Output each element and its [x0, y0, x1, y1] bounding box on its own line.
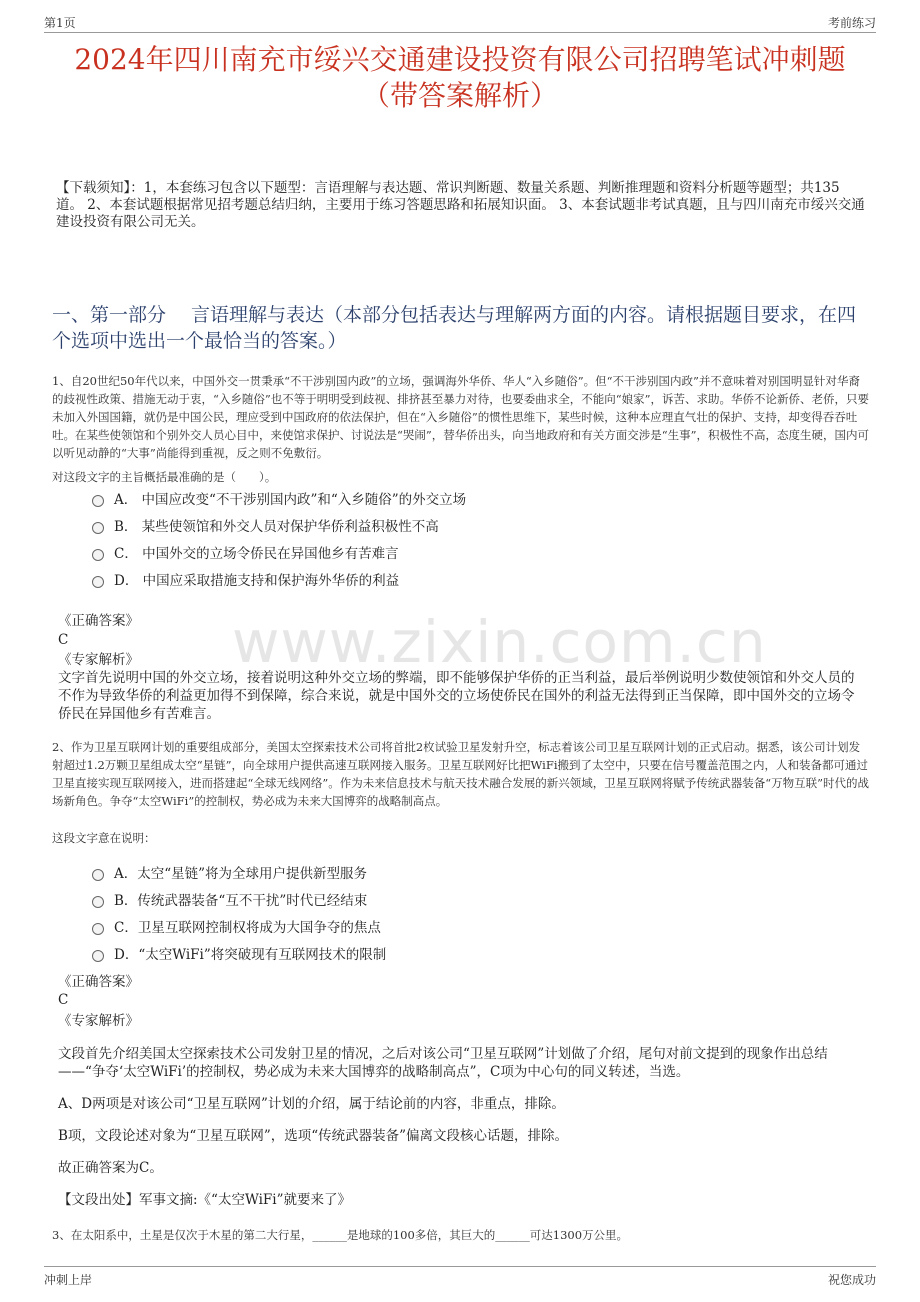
- q2-option-d[interactable]: D．“太空WiFi”将突破现有互联网技术的限制: [92, 939, 860, 966]
- radio-icon[interactable]: [92, 950, 104, 962]
- q1-option-c[interactable]: C． 中国外交的立场令侨民在异国他乡有苦难言: [92, 538, 860, 565]
- download-notice: 【下载须知】：1，本套练习包含以下题型：言语理解与表达题、常识判断题、数量关系题、判断推理题和资料分析题等题型；共135道。 2、本套试题根据常见招考题总结归纳，主要用于练习答题思路和拓展知识面。 3、本套试题非考试真题，且与四川南充市绥兴交通建设投资有限公司无关。: [56, 180, 865, 230]
- q2-answer: C: [58, 992, 69, 1008]
- q1-analysis: 文字首先说明中国的外交立场，接着说明这种外交立场的弊端，即不能够保护华侨的正当利益，最后举例说明少数使领馆和外交人员的不作为导致华侨的利益更加得不到保障，综合来说，就是中国外交的立场使侨民在国外的利益无法得到正当保障，即中国外交的立场令侨民在异国他乡有苦难言。: [58, 670, 855, 722]
- footer-left: 冲刺上岸: [44, 1273, 93, 1287]
- q2-analysis-label: 《专家解析》: [58, 1013, 139, 1029]
- q2-option-a[interactable]: A．太空“星链”将为全球用户提供新型服务: [92, 858, 860, 885]
- radio-icon[interactable]: [92, 576, 104, 588]
- q1-answer-label: 《正确答案》: [58, 613, 139, 629]
- q2-option-b[interactable]: B．传统武器装备“互不干扰”时代已经结束: [92, 885, 860, 912]
- q2-option-c[interactable]: C．卫星互联网控制权将成为大国争夺的焦点: [92, 912, 860, 939]
- radio-icon[interactable]: [92, 495, 104, 507]
- q1-option-b[interactable]: B． 某些使领馆和外交人员对保护华侨利益积极性不高: [92, 511, 860, 538]
- radio-icon[interactable]: [92, 549, 104, 561]
- q1-answer: C: [58, 632, 69, 648]
- footer-rule: [44, 1266, 876, 1267]
- q2-analysis-p4: 故正确答案为C。: [58, 1160, 163, 1176]
- q1-passage: 1、自20世纪50年代以来，中国外交一贯秉承“不干涉别国内政”的立场，强调海外华侨、华人“入乡随俗”。但“不干涉别国内政”并不意味着对别国明显针对华裔的歧视性政策、措施无动于衷，“入乡随俗”也不等于明明受到歧视、排挤甚至暴力对待，也要委曲求全，不能向“娘家”，诉苦、求助。华侨不论新侨、老侨，只要未加入外国国籍，就仍是中国公民，理应受到中国政府的依法保护，但在“入乡随俗”的惯性思维下，某些时候，这种本应理直气壮的保护、支持，却变得吞吞吐吐。在某些使领馆和个别外交人员心目中，来使馆求保护、讨说法是“哭闹”，替华侨出头，向当地政府和有关方面交涉是“生事”，积极性不高，态度生硬，国内可以听见动静的“大事”尚能得到重视，反之则不免敷衍。: [52, 374, 870, 460]
- q3-passage: 3、在太阳系中，土星是仅次于木星的第二大行星，______是地球的100多倍，其巨大的______可达1300万公里。: [52, 1228, 629, 1242]
- q2-source: 【文段出处】军事文摘:《“太空WiFi”就要来了》: [58, 1192, 351, 1208]
- radio-icon[interactable]: [92, 869, 104, 881]
- q2-passage: 2、作为卫星互联网计划的重要组成部分，美国太空探索技术公司将首批2枚试验卫星发射升空，标志着该公司卫星互联网计划的正式启动。据悉，该公司计划发射超过1.2万颗卫星组成太空“星链”，向全球用户提供高速互联网接入服务。卫星互联网好比把WiFi搬到了太空中，只要在信号覆盖范围之内，人和装备都可通过卫星直接实现互联网接入，进而搭建起“全球无线网络”。作为未来信息技术与航天技术融合发展的新兴领域，卫星互联网将赋予传统武器装备“万物互联”时代的战场新角色。争夺“太空WiFi”的控制权，势必成为未来大国博弈的战略制高点。: [52, 740, 870, 808]
- header-rule: [44, 32, 876, 33]
- footer-right: 祝您成功: [827, 1273, 876, 1287]
- page-title: [40, 42, 880, 114]
- section-heading: 一、第一部分 言语理解与表达（本部分包括表达与理解两方面的内容。请根据题目要求，在四个选项中选出一个最恰当的答案。）: [52, 304, 857, 352]
- radio-icon[interactable]: [92, 896, 104, 908]
- page-number: 第1页: [44, 16, 76, 30]
- header-category: 考前练习: [827, 16, 876, 30]
- radio-icon[interactable]: [92, 522, 104, 534]
- radio-icon[interactable]: [92, 923, 104, 935]
- q2-analysis-p3: B项，文段论述对象为“卫星互联网”，选项“传统武器装备”偏离文段核心话题，排除。: [58, 1128, 569, 1144]
- title-line-2: （带答案解析）: [361, 79, 558, 112]
- watermark: www.zixin.com.cn: [232, 608, 767, 676]
- title-line-1: 2024年四川南充市绥兴交通建设投资有限公司招聘笔试冲刺题: [74, 43, 846, 76]
- q1-option-a[interactable]: A． 中国应改变“不干涉别国内政”和“入乡随俗”的外交立场: [92, 484, 860, 511]
- q1-question: 对这段文字的主旨概括最准确的是（ ）。: [52, 470, 277, 484]
- q2-options: [92, 858, 860, 966]
- q2-answer-label: 《正确答案》: [58, 974, 139, 990]
- q1-option-d[interactable]: D． 中国应采取措施支持和保护海外华侨的利益: [92, 565, 860, 592]
- q1-options: [92, 484, 860, 592]
- q2-question: 这段文字意在说明：: [52, 831, 156, 845]
- q1-analysis-label: 《专家解析》: [58, 652, 139, 668]
- q2-analysis-p2: A、D两项是对该公司“卫星互联网”计划的介绍，属于结论前的内容，非重点，排除。: [58, 1096, 565, 1112]
- q2-analysis-p1: 文段首先介绍美国太空探索技术公司发射卫星的情况，之后对该公司“卫星互联网”计划做了介绍，尾句对前文提到的现象作出总结——“争夺‘太空WiFi’的控制权，势必成为未来大国博弈的战略制高点”，C项为中心句的同义转述，当选。: [58, 1046, 828, 1080]
